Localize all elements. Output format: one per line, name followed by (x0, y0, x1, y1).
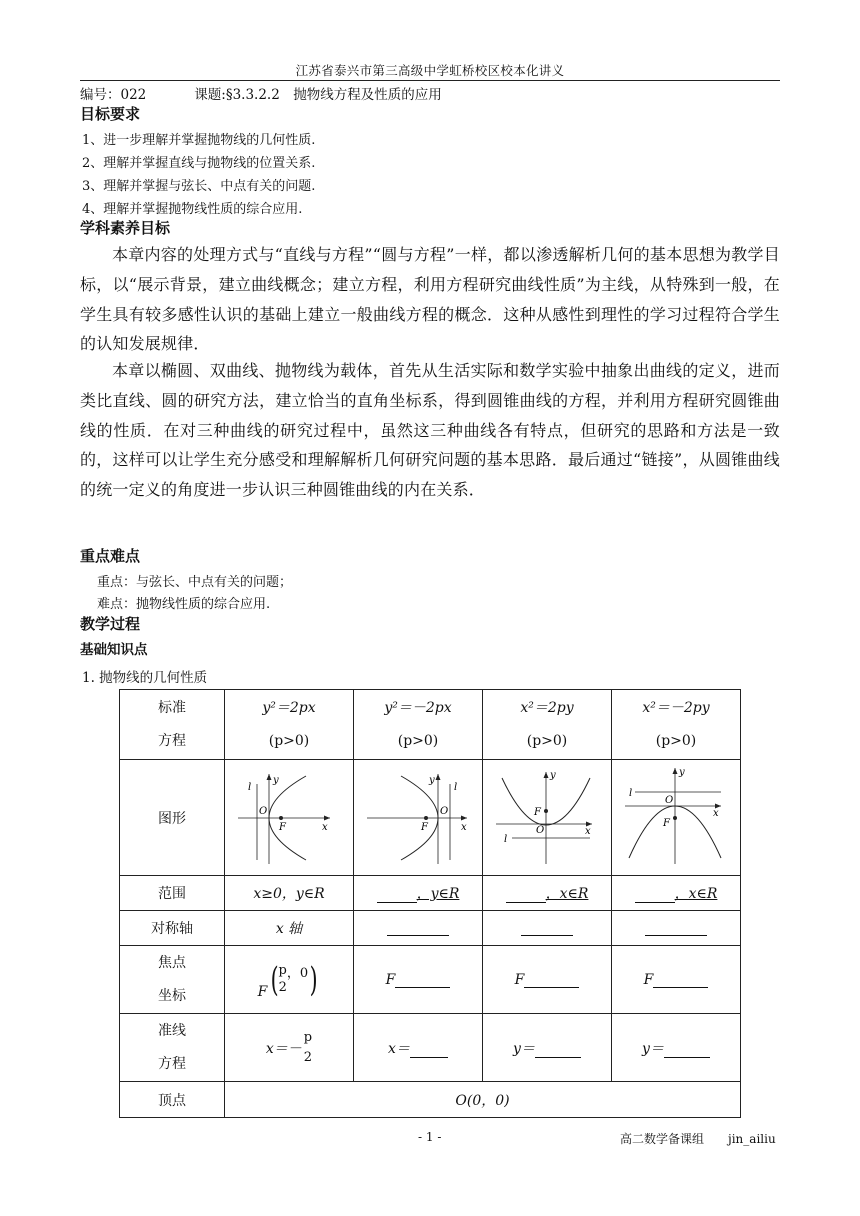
row-label-directrix (120, 1014, 225, 1082)
goal-item: 4、理解并掌握抛物线性质的综合应用. (82, 202, 303, 217)
graph-label-o: O (259, 805, 268, 817)
right-paren: ) (309, 959, 318, 1000)
answer-blank (387, 921, 449, 936)
directrix-formula (266, 1028, 312, 1068)
literacy-paragraph: 本章内容的处理方式与“直线与方程”“圆与方程”一样，都以渗透解析几何的基本思想为教学目标，以“展示背景，建立曲线概念；建立方程，利用方程研究曲线性质”为主线，从特殊到一般，在学生具有较多感性认识的基础上建立一般曲线方程的概念．这种从感性到理性的学习过程符合学生的认知发展规律． (80, 245, 780, 354)
goal-item: 3、理解并掌握与弦长、中点有关的问题. (82, 179, 316, 194)
focus-cell (483, 946, 612, 1014)
focus-f: F (514, 971, 525, 988)
table-row (120, 760, 741, 876)
parabola-down-graph (621, 766, 731, 866)
table-row (120, 690, 741, 760)
axis-cell: x 轴 (225, 911, 354, 946)
focus-cell (225, 946, 354, 1014)
fraction (279, 962, 287, 996)
equation-cell (354, 690, 483, 760)
parabola-properties-table (119, 689, 741, 1118)
table-row (120, 946, 741, 1014)
doc-meta (80, 83, 442, 103)
answer-blank (506, 902, 546, 903)
graph-cell (354, 760, 483, 876)
equation: x²＝－2py (642, 699, 710, 716)
fraction-num: p (303, 1029, 313, 1045)
equation-cell (483, 690, 612, 760)
graph-label-y: y (273, 774, 279, 786)
equation-cell (612, 690, 741, 760)
focus-zero: ，0 (286, 965, 309, 981)
directrix-prefix: y＝ (642, 1040, 664, 1057)
range-suffix: ，x∈R (545, 886, 589, 902)
range-cell (483, 876, 612, 911)
page-number: - 1 - (418, 1130, 442, 1144)
axis-cell (354, 911, 483, 946)
goals-heading: 目标要求 (80, 105, 141, 123)
graph-label-l: l (248, 781, 252, 793)
key-heading: 重点难点 (80, 547, 141, 565)
graph-label-f: F (663, 817, 670, 829)
answer-blank (410, 1043, 448, 1058)
parabola-right-graph (234, 766, 344, 866)
answer-blank (653, 973, 708, 988)
row-label-line: 标准 (158, 699, 186, 716)
equation: y²＝2px (262, 699, 316, 716)
table-row (120, 876, 741, 911)
graph-label-l: l (504, 833, 508, 845)
goal-item: 1、进一步理解并掌握抛物线的几何性质. (82, 133, 316, 148)
condition: (p>0) (526, 732, 568, 749)
row-label-range: 范围 (120, 876, 225, 911)
row-label-standard-equation (120, 690, 225, 760)
vertex-cell: O(0，0) (225, 1082, 741, 1118)
graph-label-x: x (322, 821, 328, 833)
parabola-left-graph (363, 766, 473, 866)
graph-label-y: y (679, 766, 685, 778)
directrix-cell (225, 1014, 354, 1082)
row-label-line: 方程 (158, 1055, 186, 1072)
condition: (p>0) (268, 732, 310, 749)
table-row (120, 911, 741, 946)
basic-heading: 基础知识点 (80, 642, 148, 658)
row-label-focus (120, 946, 225, 1014)
answer-blank (377, 902, 417, 903)
row-label-axis: 对称轴 (120, 911, 225, 946)
range-suffix: ，x∈R (674, 886, 718, 902)
graph-label-f: F (279, 821, 286, 833)
graph-cell (483, 760, 612, 876)
equation: x²＝2py (520, 699, 574, 716)
literacy-heading: 学科素养目标 (80, 219, 171, 237)
fraction-den: 2 (278, 979, 287, 995)
directrix-prefix: x＝ (388, 1040, 410, 1057)
row-label-graph: 图形 (120, 760, 225, 876)
graph-label-y: y (550, 769, 556, 781)
range-cell: x≥0，y∈R (225, 876, 354, 911)
parabola-up-graph (492, 766, 602, 866)
focus-formula (258, 960, 321, 1000)
school-header: 江苏省泰兴市第三高级中学虹桥校区校本化讲义 (295, 63, 565, 78)
process-heading: 教学过程 (80, 615, 141, 633)
goal-item: 2、理解并掌握直线与抛物线的位置关系. (82, 156, 316, 171)
table-row (120, 1082, 741, 1118)
range-cell (354, 876, 483, 911)
table-title: 1. 抛物线的几何性质 (82, 670, 208, 686)
fraction (304, 1028, 312, 1068)
literacy-paragraph: 本章以椭圆、双曲线、抛物线为载体，首先从生活实际和数学实验中抽象出曲线的定义，进而类比直线、圆的研究方法，建立恰当的直角坐标系，得到圆锥曲线的方程，并利用方程研究圆锥曲线的性质．在对三种曲线的研究过程中，虽然这三种曲线各有特点，但研究的思路和方法是一致的，这样可以让学生充分感受和理解解析几何研究问题的基本思路．最后通过“链接”，从圆锥曲线的统一定义的角度进一步认识三种圆锥曲线的内在关系． (80, 361, 780, 500)
focus-f: F (385, 971, 396, 988)
row-label-line: 焦点 (158, 954, 186, 971)
graph-label-o: O (440, 805, 449, 817)
equation: y²＝－2px (384, 699, 452, 716)
answer-blank (635, 902, 675, 903)
focus-cell (612, 946, 741, 1014)
graph-label-o: O (536, 824, 545, 836)
graph-label-f: F (421, 821, 428, 833)
graph-cell (225, 760, 354, 876)
range-suffix: ，y∈R (416, 886, 460, 902)
table-row (120, 1014, 741, 1082)
condition: (p>0) (655, 732, 697, 749)
footer-group: 高二数学备课组 jin_ailiu (620, 1132, 776, 1146)
graph-label-x: x (585, 825, 591, 837)
axis-cell (612, 911, 741, 946)
answer-blank (645, 921, 707, 936)
key-point: 重点：与弦长、中点有关的问题； (97, 575, 293, 590)
row-label-line: 坐标 (158, 987, 186, 1004)
range-cell (612, 876, 741, 911)
focus-f: F (257, 983, 268, 1000)
graph-cell (612, 760, 741, 876)
directrix-cell (483, 1014, 612, 1082)
doc-number: 编号：022 (80, 87, 147, 103)
directrix-cell (354, 1014, 483, 1082)
graph-label-l: l (454, 781, 458, 793)
focus-cell (354, 946, 483, 1014)
answer-blank (664, 1043, 710, 1058)
directrix-prefix: y＝ (513, 1040, 535, 1057)
row-label-line: 方程 (158, 732, 186, 749)
answer-blank (395, 973, 450, 988)
answer-blank (521, 921, 573, 936)
row-label-line: 准线 (158, 1022, 186, 1039)
fraction-num: p (278, 962, 287, 978)
graph-label-x: x (461, 821, 467, 833)
graph-label-f: F (534, 806, 541, 818)
directrix-cell (612, 1014, 741, 1082)
row-label-vertex: 顶点 (120, 1082, 225, 1118)
answer-blank (524, 973, 579, 988)
fraction-den: 2 (303, 1049, 313, 1065)
condition: (p>0) (397, 732, 439, 749)
graph-label-x: x (713, 807, 719, 819)
equation-cell (225, 690, 354, 760)
difficult-point: 难点：抛物线性质的综合应用. (97, 597, 271, 612)
focus-f: F (643, 971, 654, 988)
header-rule (80, 80, 780, 81)
graph-label-l: l (629, 787, 633, 799)
directrix-prefix: x＝－ (265, 1040, 302, 1057)
graph-label-y: y (429, 774, 435, 786)
answer-blank (535, 1043, 581, 1058)
doc-topic: 课题:§3.3.2.2 抛物线方程及性质的应用 (194, 87, 442, 103)
graph-label-o: O (665, 794, 674, 806)
axis-cell (483, 911, 612, 946)
left-paren: ( (270, 959, 279, 1000)
